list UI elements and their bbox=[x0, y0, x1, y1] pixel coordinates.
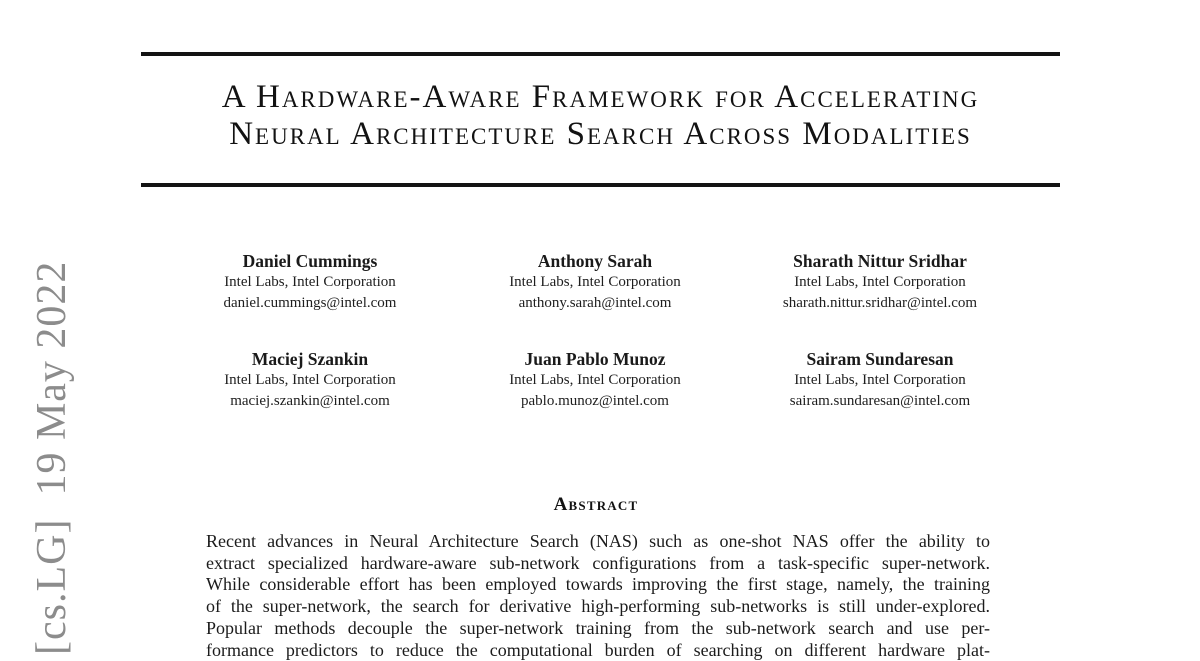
abstract-line: Popular methods decouple the super-network training from the sub-network search and use per- bbox=[206, 617, 990, 638]
author-email: anthony.sarah@intel.com bbox=[518, 294, 672, 311]
author-email: sharath.nittur.sridhar@intel.com bbox=[782, 294, 978, 311]
author-block-juan-pablo-munoz bbox=[435, 348, 755, 411]
author-name: Sharath Nittur Sridhar bbox=[793, 251, 967, 271]
author-block-daniel-cummings bbox=[150, 250, 470, 313]
author-affiliation: Intel Labs, Intel Corporation bbox=[509, 372, 681, 388]
author-block-maciej-szankin bbox=[150, 348, 470, 411]
paper-title-line-2: Neural Architecture Search Across Modalities bbox=[229, 116, 972, 152]
author-email: sairam.sundaresan@intel.com bbox=[789, 392, 971, 409]
title-rule-bottom bbox=[141, 183, 1060, 187]
author-name: Sairam Sundaresan bbox=[806, 349, 954, 369]
abstract-body bbox=[206, 531, 990, 661]
author-email: daniel.cummings@intel.com bbox=[223, 294, 397, 311]
author-affiliation: Intel Labs, Intel Corporation bbox=[794, 372, 966, 388]
abstract-heading: Abstract bbox=[553, 494, 639, 515]
abstract-line: extract specialized hardware-aware sub-network configurations from a task-specific super-network. bbox=[206, 552, 990, 573]
author-name: Juan Pablo Munoz bbox=[524, 349, 666, 369]
author-block-anthony-sarah bbox=[435, 250, 755, 313]
abstract-line: Recent advances in Neural Architecture Search (NAS) such as one-shot NAS offer the ability to bbox=[206, 531, 990, 551]
author-name: Anthony Sarah bbox=[537, 251, 653, 271]
author-name: Maciej Szankin bbox=[251, 349, 369, 369]
paper-title bbox=[141, 79, 1060, 153]
author-affiliation: Intel Labs, Intel Corporation bbox=[224, 274, 396, 290]
author-email: maciej.szankin@intel.com bbox=[230, 392, 390, 409]
abstract-line: While considerable effort has been employed towards improving the first stage, namely, the training bbox=[206, 574, 990, 595]
author-affiliation: Intel Labs, Intel Corporation bbox=[224, 372, 396, 388]
arxiv-watermark: [cs.LG] 19 May 2022 bbox=[29, 260, 75, 655]
author-affiliation: Intel Labs, Intel Corporation bbox=[509, 274, 681, 290]
author-name: Daniel Cummings bbox=[242, 251, 378, 271]
abstract-line: formance predictors to reduce the computational burden of searching on different hardware plat- bbox=[206, 639, 990, 660]
abstract-line: of the super-network, the search for derivative high-performing sub-networks is still under-explored. bbox=[206, 596, 990, 617]
title-rule-top bbox=[141, 52, 1060, 56]
author-email: pablo.munoz@intel.com bbox=[521, 392, 669, 409]
author-block-sharath-nittur-sridhar bbox=[720, 250, 1040, 313]
paper-title-line-1: A Hardware-Aware Framework for Accelerating bbox=[221, 79, 980, 115]
author-block-sairam-sundaresan bbox=[720, 348, 1040, 411]
author-affiliation: Intel Labs, Intel Corporation bbox=[794, 274, 966, 290]
